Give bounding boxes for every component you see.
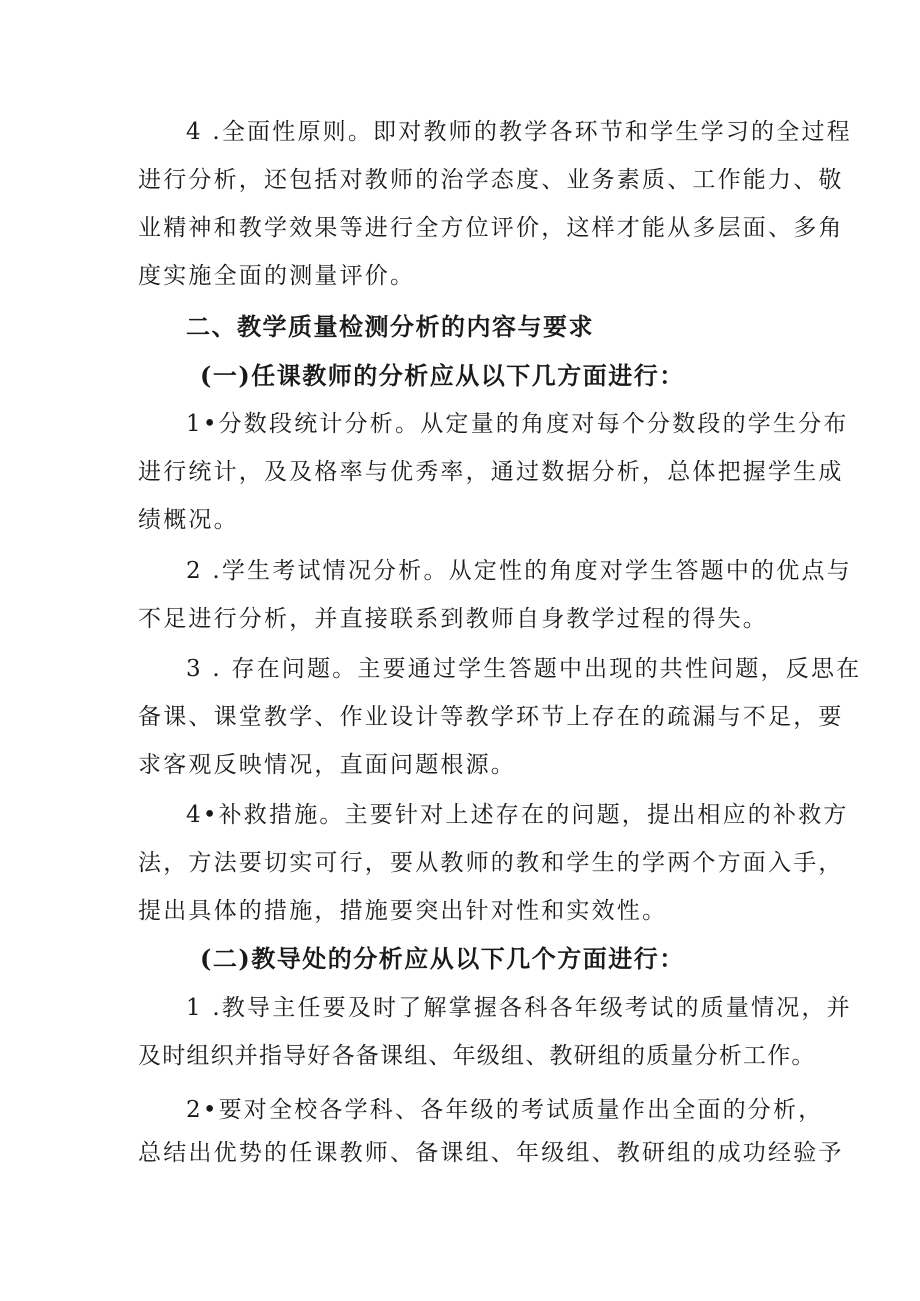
paragraph-line: 不足进行分析，并直接联系到教师自身教学过程的得失。 bbox=[138, 606, 768, 632]
paragraph-line: 备课、课堂教学、作业设计等教学环节上存在的疏漏与不足，要 bbox=[138, 704, 844, 730]
paragraph-line: 提出具体的措施，措施要突出针对性和实效性。 bbox=[138, 898, 668, 924]
paragraph-line: 4 .全面性原则。即对教师的教学各环节和学生学习的全过程 bbox=[186, 119, 852, 145]
paragraph-line: 及时组织并指导好各备课组、年级组、教研组的质量分析工作。 bbox=[138, 1043, 816, 1069]
paragraph-line: 总结出优势的任课教师、备课组、年级组、教研组的成功经验予 bbox=[138, 1140, 844, 1166]
subsection-heading: (二)教导处的分析应从以下几个方面进行： bbox=[200, 944, 685, 973]
paragraph-line: 2•要对全校各学科、各年级的考试质量作出全面的分析， bbox=[186, 1097, 824, 1123]
paragraph-line: 4•补救措施。主要针对上述存在的问题，提出相应的补救方 bbox=[186, 802, 849, 828]
paragraph-line: 进行统计，及及格率与优秀率，通过数据分析，总体把握学生成 bbox=[138, 459, 844, 485]
subsection-heading: (一)任课教师的分析应从以下几方面进行： bbox=[200, 361, 685, 390]
paragraph-line: 进行分析，还包括对教师的治学态度、业务素质、工作能力、敬 bbox=[138, 167, 844, 193]
paragraph-line: 3 . 存在问题。主要通过学生答题中出现的共性问题，反思在 bbox=[186, 656, 862, 682]
paragraph-line: 法，方法要切实可行，要从教师的教和学生的学两个方面入手， bbox=[138, 850, 844, 876]
section-heading: 二、教学质量检测分析的内容与要求 bbox=[186, 312, 594, 341]
paragraph-line: 1 .教导主任要及时了解掌握各科各年级考试的质量情况，并 bbox=[186, 995, 852, 1021]
paragraph-line: 1•分数段统计分析。从定量的角度对每个分数段的学生分布 bbox=[186, 411, 849, 437]
paragraph-line: 度实施全面的测量评价。 bbox=[138, 263, 416, 289]
paragraph-line: 绩概况。 bbox=[138, 507, 239, 533]
paragraph-line: 业精神和教学效果等进行全方位评价，这样才能从多层面、多角 bbox=[138, 215, 844, 241]
paragraph-line: 求客观反映情况，直面问题根源。 bbox=[138, 752, 516, 778]
paragraph-line: 2 .学生考试情况分析。从定性的角度对学生答题中的优点与 bbox=[186, 558, 852, 584]
